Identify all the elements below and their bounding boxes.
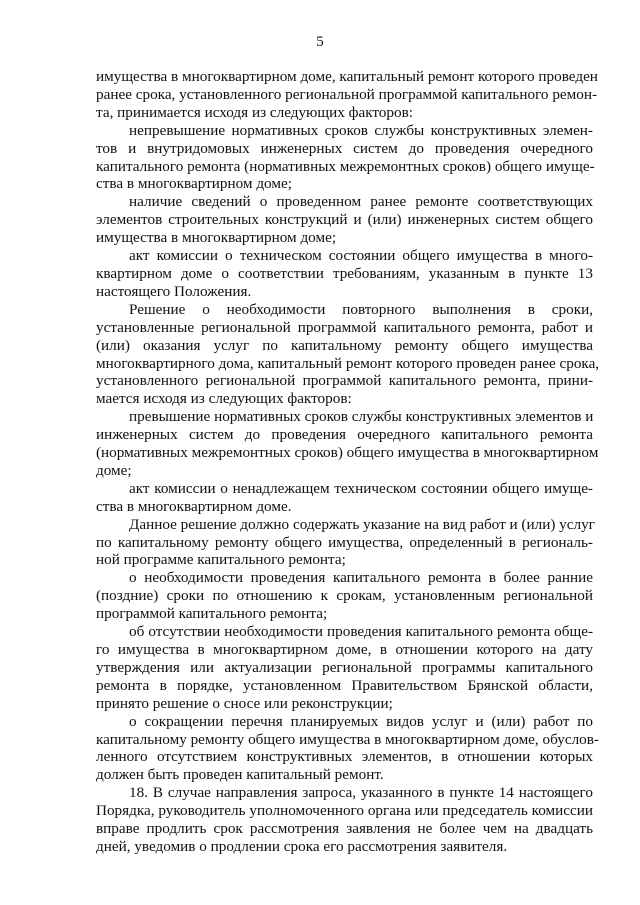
text-line: го имущества в многоквартирном доме, в отношении которого на дату bbox=[96, 641, 593, 658]
text-line: (поздние) сроки по отношению к срокам, установленным региональной bbox=[96, 587, 593, 605]
paragraph bbox=[96, 784, 593, 856]
text-line: ремонта в порядке, установленном Правительством Брянской области, bbox=[96, 676, 593, 694]
text-line: имущества в многоквартирном доме, капитальный ремонт которого проведен bbox=[96, 68, 598, 85]
text-line: вправе продлить срок рассмотрения заявления не более чем на двадцать bbox=[96, 820, 593, 838]
text-line: мается исходя из следующих факторов: bbox=[96, 390, 352, 408]
text-line: Данное решение должно содержать указание на вид работ и (или) услуг bbox=[129, 515, 595, 533]
paragraph bbox=[96, 122, 593, 194]
text-line: ства в многоквартирном доме. bbox=[96, 497, 292, 515]
text-line: превышение нормативных сроков службы конструктивных элементов и bbox=[129, 408, 594, 426]
text-line: ленного отсутствием конструктивных элементов, в отношении которых bbox=[96, 748, 593, 766]
page-number: 5 bbox=[316, 34, 324, 50]
text-line: элементов строительных конструкций и (или) инженерных систем общего bbox=[96, 211, 593, 229]
text-line: об отсутствии необходимости проведения капитального ремонта обще- bbox=[129, 623, 593, 641]
text-line: принято решение о сносе или реконструкции; bbox=[96, 694, 393, 712]
text-line: дней, уведомив о продлении срока его рассмотрения заявителя. bbox=[96, 837, 508, 855]
text-line: настоящего Положения. bbox=[96, 282, 252, 300]
paragraph bbox=[96, 68, 598, 122]
text-line: Порядка, руководитель уполномоченного органа или председатель комиссии bbox=[96, 802, 593, 820]
paragraph bbox=[96, 712, 599, 785]
text-line: доме; bbox=[96, 461, 132, 479]
text-line: ной программе капитального ремонта; bbox=[96, 551, 346, 569]
text-line: квартирном доме о соответствии требованиям, указанным в пункте 13 bbox=[96, 264, 593, 282]
text-line: непревышение нормативных сроков службы конструктивных элемен- bbox=[129, 121, 593, 139]
paragraph bbox=[96, 193, 593, 247]
paragraph bbox=[96, 623, 593, 713]
text-line: акт комиссии о ненадлежащем техническом состоянии общего имуще- bbox=[129, 479, 593, 497]
text-line: о сокращении перечня планируемых видов услуг и (или) работ по bbox=[129, 712, 593, 730]
text-line: Решение о необходимости повторного выполнения в сроки, bbox=[129, 300, 593, 318]
text-line: имущества в многоквартирном доме; bbox=[96, 229, 337, 247]
paragraph bbox=[96, 480, 593, 516]
text-line: по капитальному ремонту общего имущества, определенный в региональ- bbox=[96, 533, 593, 551]
paragraph bbox=[96, 569, 593, 623]
text-line: акт комиссии о техническом состоянии общего имущества в много- bbox=[129, 247, 593, 265]
document-body bbox=[96, 68, 600, 856]
text-line: капитального ремонта (нормативных межремонтных сроков) общего имуще- bbox=[96, 157, 595, 175]
text-line: установленные региональной программой капитального ремонта, работ и bbox=[96, 318, 593, 336]
text-line: наличие сведений о проведенном ранее ремонте соответствующих bbox=[129, 193, 593, 211]
text-line: программой капитального ремонта; bbox=[96, 605, 328, 623]
text-line: (или) оказания услуг по капитальному ремонту общего имущества bbox=[96, 336, 593, 354]
text-line: та, принимается исходя из следующих факторов: bbox=[96, 103, 413, 121]
text-line: многоквартирного дома, капитальный ремонт которого проведен ранее срока, bbox=[96, 354, 600, 372]
text-line: установленного региональной программой капитального ремонта, прини- bbox=[96, 372, 593, 390]
text-line: капитальному ремонту общего имущества в многоквартирном доме, обуслов- bbox=[96, 730, 599, 748]
text-line: (нормативных межремонтных сроков) общего имущества в многоквартирном bbox=[96, 444, 599, 462]
text-line: ранее срока, установленного региональной программой капитального ремон- bbox=[96, 85, 598, 103]
text-line: ства в многоквартирном доме; bbox=[96, 175, 292, 193]
paragraph bbox=[96, 516, 593, 570]
paragraph bbox=[96, 408, 599, 480]
paragraph bbox=[96, 247, 593, 301]
paragraph bbox=[96, 300, 600, 408]
text-line: 18. В случае направления запроса, указанного в пункте 14 настоящего bbox=[129, 784, 593, 802]
text-line: инженерных систем до проведения очередного капитального ремонта bbox=[96, 426, 593, 444]
text-line: тов и внутридомовых инженерных систем до проведения очередного bbox=[96, 139, 593, 157]
text-line: о необходимости проведения капитального ремонта в более ранние bbox=[129, 569, 593, 587]
text-line: должен быть проведен капитальный ремонт. bbox=[96, 766, 384, 784]
text-line: утверждения или актуализации региональной программы капитального bbox=[96, 658, 593, 676]
